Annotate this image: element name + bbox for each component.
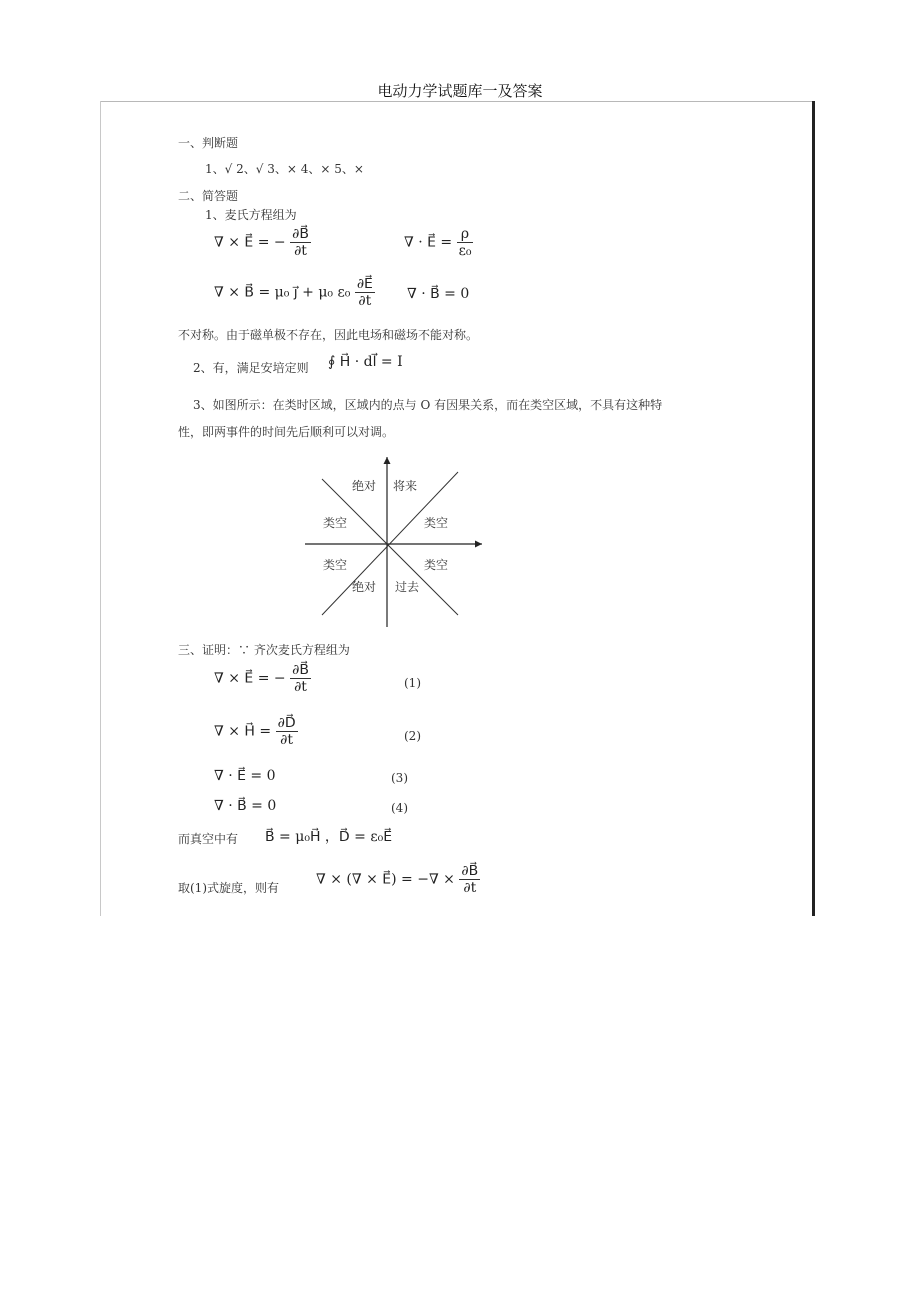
section1-heading: 一、判断题 (178, 136, 239, 150)
ampere-law-eq: ∮ H⃗ · dl⃗ = I (328, 354, 403, 370)
equation-2 (214, 715, 298, 748)
region-spacelike-label: 类空 (323, 558, 348, 572)
numerator: ∂D⃗ (277, 715, 296, 731)
denominator: ∂t (294, 679, 307, 695)
region-spacelike-label: 类空 (424, 516, 449, 530)
frame-left-border (100, 101, 101, 916)
numerator: ∂B⃗ (292, 226, 309, 242)
fraction (355, 276, 375, 309)
region-absolute-label: 绝对 (352, 580, 377, 594)
numerator: ∂E⃗ (356, 276, 373, 292)
equation-4: ∇ · B⃗ = 0 (214, 798, 277, 814)
region-absolute-label: 绝对 (352, 479, 377, 493)
constitutive-relations: B⃗ = μ₀H⃗ ，D⃗ = ε₀E⃗ (265, 829, 393, 845)
q1-note: 不对称。由于磁单极不存在，因此电场和磁场不能对称。 (178, 328, 479, 342)
region-spacelike-label: 类空 (323, 516, 348, 530)
frame-right-border (812, 101, 815, 916)
vacuum-text: 而真空中有 (178, 832, 239, 846)
document-title: 电动力学试题库一及答案 (377, 82, 543, 100)
section3-intro: 三、证明：∵ 齐次麦氏方程组为 (178, 643, 350, 657)
eq-lhs: ∇ × E⃗ = − (214, 670, 286, 687)
frame-top-border (100, 101, 813, 102)
light-cone-line (322, 479, 458, 615)
denominator: ∂t (294, 243, 307, 259)
equation-tag: (2) (404, 729, 421, 743)
curl-text: 取(1)式旋度，则有 (178, 881, 279, 895)
numerator: ∂B⃗ (292, 662, 309, 678)
fraction (459, 863, 480, 896)
equation-tag: (3) (391, 771, 408, 785)
equation-1 (214, 662, 311, 695)
q1-intro: 1、麦氏方程组为 (205, 208, 297, 222)
q3-line1: 3、如图所示：在类时区域，区域内的点与 O 有因果关系，而在类空区域，不具有这种特 (193, 398, 663, 412)
denominator: ∂t (280, 732, 294, 748)
q3-line2: 性，即两事件的时间先后顺利可以对调。 (178, 425, 395, 439)
fraction (290, 226, 311, 259)
equation-tag: (1) (404, 676, 421, 690)
curl-equation (316, 863, 480, 896)
maxwell-eq-gauss (404, 226, 473, 259)
fraction (290, 662, 311, 695)
eq-lhs: ∇ × (∇ × E⃗) = −∇ × (316, 871, 455, 888)
denominator: ε₀ (458, 243, 472, 259)
section1-answers: 1、√ 2、√ 3、× 4、× 5、× (205, 162, 364, 176)
denominator: ∂t (358, 293, 372, 309)
equation-3: ∇ · E⃗ = 0 (214, 768, 276, 784)
numerator: ρ (457, 226, 474, 243)
region-spacelike-label: 类空 (424, 558, 449, 572)
equation-tag: (4) (391, 801, 408, 815)
eq-lhs: ∇ × E⃗ = − (214, 234, 286, 251)
region-past-label: 过去 (395, 580, 420, 594)
region-future-label: 将来 (393, 479, 418, 493)
numerator: ∂B⃗ (461, 863, 479, 879)
maxwell-eq-ampere (214, 276, 375, 309)
q2-text: 2、有，满足安培定则 (193, 361, 309, 375)
eq-lhs: ∇ × H⃗ = (214, 723, 272, 740)
maxwell-eq-magnetic-gauss: ∇ · B⃗ = 0 (407, 286, 470, 302)
eq-lhs: ∇ · E⃗ = (404, 234, 453, 251)
maxwell-eq-faraday (214, 226, 311, 259)
denominator: ∂t (463, 880, 477, 896)
fraction (276, 715, 298, 748)
fraction (457, 226, 474, 259)
eq-lhs: ∇ × B⃗ = μ₀ j⃗ + μ₀ ε₀ (214, 284, 351, 301)
section2-heading: 二、简答题 (178, 189, 239, 203)
